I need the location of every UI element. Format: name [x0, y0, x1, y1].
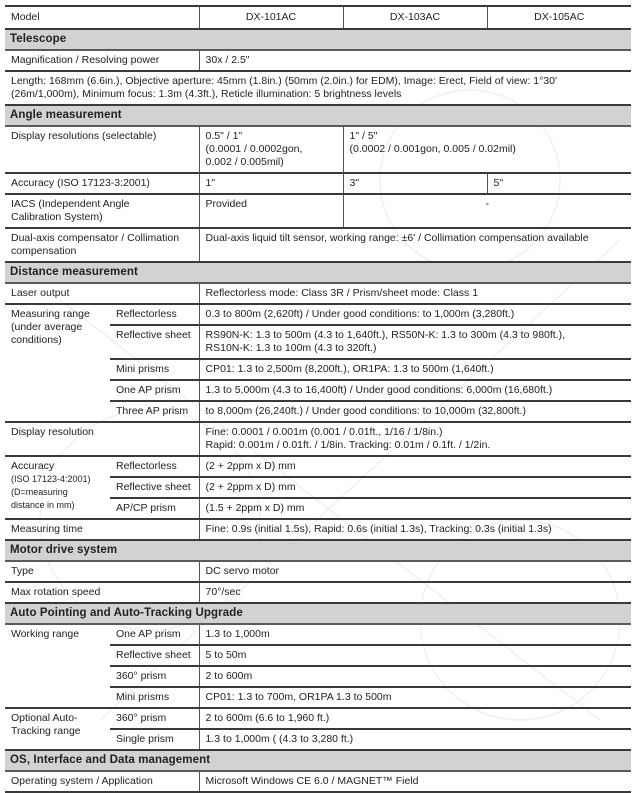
- spec-label: [5, 194, 199, 228]
- spec-value: 0.3 to 800m (2,620ft) / Under good conditions: to 1,000m (3,280ft.): [199, 304, 631, 325]
- spec-row-magnification: [5, 50, 631, 71]
- spec-value: 1.3 to 1,000m: [199, 624, 631, 645]
- spec-row-laser-output: [5, 283, 631, 304]
- spec-sublabel: Mini prisms: [110, 687, 199, 708]
- spec-value: 1.3 to 1,000m ( (4.3 to 3,280 ft.): [199, 729, 631, 750]
- spec-value-dx101ac: [199, 126, 343, 173]
- model-dx105ac: DX-105AC: [487, 6, 631, 29]
- notes-line: (26m/1,000m), Minimum focus: 1.3m (4.3ft.), Reticle illumination: 5 brightness levels: [11, 88, 402, 100]
- spec-value: Dual-axis liquid tilt sensor, working range: ±6' / Collimation compensation available: [199, 228, 631, 262]
- spec-value-dx101ac: Provided: [199, 194, 343, 228]
- label-line: compensation: [11, 245, 77, 257]
- value-line: (0.0001 / 0.0002gon,: [205, 143, 303, 155]
- section-title: Auto Pointing and Auto-Tracking Upgrade: [5, 603, 631, 624]
- value-line: Rapid: 0.001m / 0.01ft. / 1/8in. Tracking: 0.01m / 0.1ft. / 1/2in.: [205, 439, 491, 451]
- spec-label-optional-tracking: [5, 708, 110, 750]
- section-title: Telescope: [5, 29, 631, 50]
- spec-value: 5 to 50m: [199, 645, 631, 666]
- label-line: (D=measuring: [11, 487, 68, 497]
- section-os-interface: [5, 750, 631, 771]
- value-line: Fine: 0.0001 / 0.001m (0.001 / 0.01ft., 1/16 / 1/8in.): [205, 426, 443, 438]
- spec-sublabel: Mini prisms: [110, 359, 199, 380]
- spec-sublabel: Reflectorless: [110, 304, 199, 325]
- spec-value: to 8,000m (26,240ft.) / Under good conditions: to 10,000m (32,800ft.): [199, 401, 631, 422]
- spec-label: Display resolution: [5, 422, 199, 456]
- spec-row-iacs: [5, 194, 631, 228]
- spec-sublabel: Reflectorless: [110, 456, 199, 477]
- spec-value: CP01: 1.3 to 700m, OR1PA 1.3 to 500m: [199, 687, 631, 708]
- spec-label: Measuring time: [5, 519, 199, 540]
- spec-sublabel: 360° prism: [110, 708, 199, 729]
- spec-row-display-resolutions: [5, 126, 631, 173]
- spec-value: 2 to 600m: [199, 666, 631, 687]
- spec-label-working-range: Working range: [5, 624, 110, 708]
- label-line: IACS (Independent Angle: [11, 198, 130, 210]
- spec-table: [5, 5, 631, 793]
- section-auto-pointing: [5, 603, 631, 624]
- notes-line: Length: 168mm (6.6in.), Objective aperture: 45mm (1.8in.) (50mm (2.0in.) for EDM), Image: Erect, Field of view: 1°30': [11, 75, 557, 87]
- spec-label: Magnification / Resolving power: [5, 50, 199, 71]
- spec-value-dx103ac: 3": [343, 173, 487, 194]
- value-line: 0.5" / 1": [205, 130, 243, 142]
- spec-value: Reflectorless mode: Class 3R / Prism/sheet mode: Class 1: [199, 283, 631, 304]
- model-dx101ac: DX-101AC: [199, 6, 343, 29]
- spec-row-working-one-ap: [5, 624, 631, 645]
- spec-value-dx103-105: [343, 126, 631, 173]
- spec-value-dx101ac: 1": [199, 173, 343, 194]
- value-line: 0.002 / 0.005mil): [205, 156, 284, 168]
- model-label: Model: [5, 6, 199, 29]
- value-line: (0.0002 / 0.001gon, 0.005 / 0.02mil): [349, 143, 516, 155]
- spec-sublabel: Single prism: [110, 729, 199, 750]
- model-header-row: [5, 6, 631, 29]
- value-line: 1" / 5": [349, 130, 378, 142]
- spec-value: [199, 422, 631, 456]
- spec-sublabel: AP/CP prism: [110, 498, 199, 519]
- spec-value-dx103-105: -: [343, 194, 631, 228]
- section-angle-measurement: [5, 105, 631, 126]
- spec-label-distance-accuracy: [5, 456, 110, 519]
- spec-row-measuring-time: [5, 519, 631, 540]
- spec-row-dual-axis: [5, 228, 631, 262]
- spec-value: DC servo motor: [199, 561, 631, 582]
- spec-label: Max rotation speed: [5, 582, 199, 603]
- spec-row-telescope-notes: [5, 71, 631, 105]
- spec-value: 70°/sec: [199, 582, 631, 603]
- model-dx103ac: DX-103AC: [343, 6, 487, 29]
- spec-sublabel: Three AP prism: [110, 401, 199, 422]
- value-line: RS10N-K: 1.3 to 100m (4.3 to 320ft.): [205, 342, 377, 354]
- label-line: Dual-axis compensator / Collimation: [11, 232, 180, 244]
- section-title: Distance measurement: [5, 262, 631, 283]
- spec-label-measuring-range: [5, 304, 110, 422]
- label-line: distance in mm): [11, 500, 75, 510]
- section-distance-measurement: [5, 262, 631, 283]
- spec-row-display-resolution: [5, 422, 631, 456]
- spec-value: [199, 325, 631, 359]
- spec-row-range-reflectorless: [5, 304, 631, 325]
- section-title: OS, Interface and Data management: [5, 750, 631, 771]
- spec-sublabel: Reflective sheet: [110, 645, 199, 666]
- section-title: Motor drive system: [5, 540, 631, 561]
- spec-row-optional-360-prism: [5, 708, 631, 729]
- spec-value: 1.3 to 5,000m (4.3 to 16,400ft) / Under good conditions: 6,000m (16,680ft.): [199, 380, 631, 401]
- spec-value: (2 + 2ppm x D) mm: [199, 456, 631, 477]
- spec-label: Type: [5, 561, 199, 582]
- spec-row-angle-accuracy: [5, 173, 631, 194]
- spec-label: [5, 228, 199, 262]
- spec-row-operating-system: [5, 771, 631, 792]
- spec-value: 2 to 600m (6.6 to 1,960 ft.): [199, 708, 631, 729]
- section-title: Angle measurement: [5, 105, 631, 126]
- label-line: Tracking range: [11, 725, 81, 737]
- spec-value: 30x / 2.5": [199, 50, 631, 71]
- spec-label: Laser output: [5, 283, 199, 304]
- spec-label: Accuracy (ISO 17123-3:2001): [5, 173, 199, 194]
- section-motor-drive: [5, 540, 631, 561]
- spec-row-accuracy-reflectorless: [5, 456, 631, 477]
- label-line: Accuracy: [11, 460, 55, 472]
- spec-value: Microsoft Windows CE 6.0 / MAGNET™ Field: [199, 771, 631, 792]
- spec-label: Operating system / Application: [5, 771, 199, 792]
- label-line: (under average: [11, 321, 83, 333]
- spec-value: (1.5 + 2ppm x D) mm: [199, 498, 631, 519]
- label-line: Calibration System): [11, 211, 103, 223]
- spec-row-rotation-speed: [5, 582, 631, 603]
- spec-sublabel: 360° prism: [110, 666, 199, 687]
- spec-value: (2 + 2ppm x D) mm: [199, 477, 631, 498]
- spec-sublabel: One AP prism: [110, 380, 199, 401]
- spec-sublabel: Reflective sheet: [110, 325, 199, 359]
- spec-row-motor-type: [5, 561, 631, 582]
- spec-label: Display resolutions (selectable): [5, 126, 199, 173]
- spec-sublabel: Reflective sheet: [110, 477, 199, 498]
- section-telescope: [5, 29, 631, 50]
- spec-value-dx105ac: 5": [487, 173, 631, 194]
- label-line: Measuring range: [11, 308, 90, 320]
- label-line: (ISO 17123-4:2001): [11, 474, 91, 484]
- label-line: Optional Auto-: [11, 712, 78, 724]
- spec-value: CP01: 1.3 to 2,500m (8,200ft.), OR1PA: 1.3 to 500m (1,640ft.): [199, 359, 631, 380]
- spec-value: Fine: 0.9s (initial 1.5s), Rapid: 0.6s (initial 1.3s), Tracking: 0.3s (initial 1.3s): [199, 519, 631, 540]
- spec-notes: [5, 71, 631, 105]
- value-line: RS90N-K: 1.3 to 500m (4.3 to 1,640ft.), RS50N-K: 1.3 to 300m (4.3 to 980ft.),: [205, 329, 566, 341]
- spec-sublabel: One AP prism: [110, 624, 199, 645]
- label-line: conditions): [11, 334, 62, 346]
